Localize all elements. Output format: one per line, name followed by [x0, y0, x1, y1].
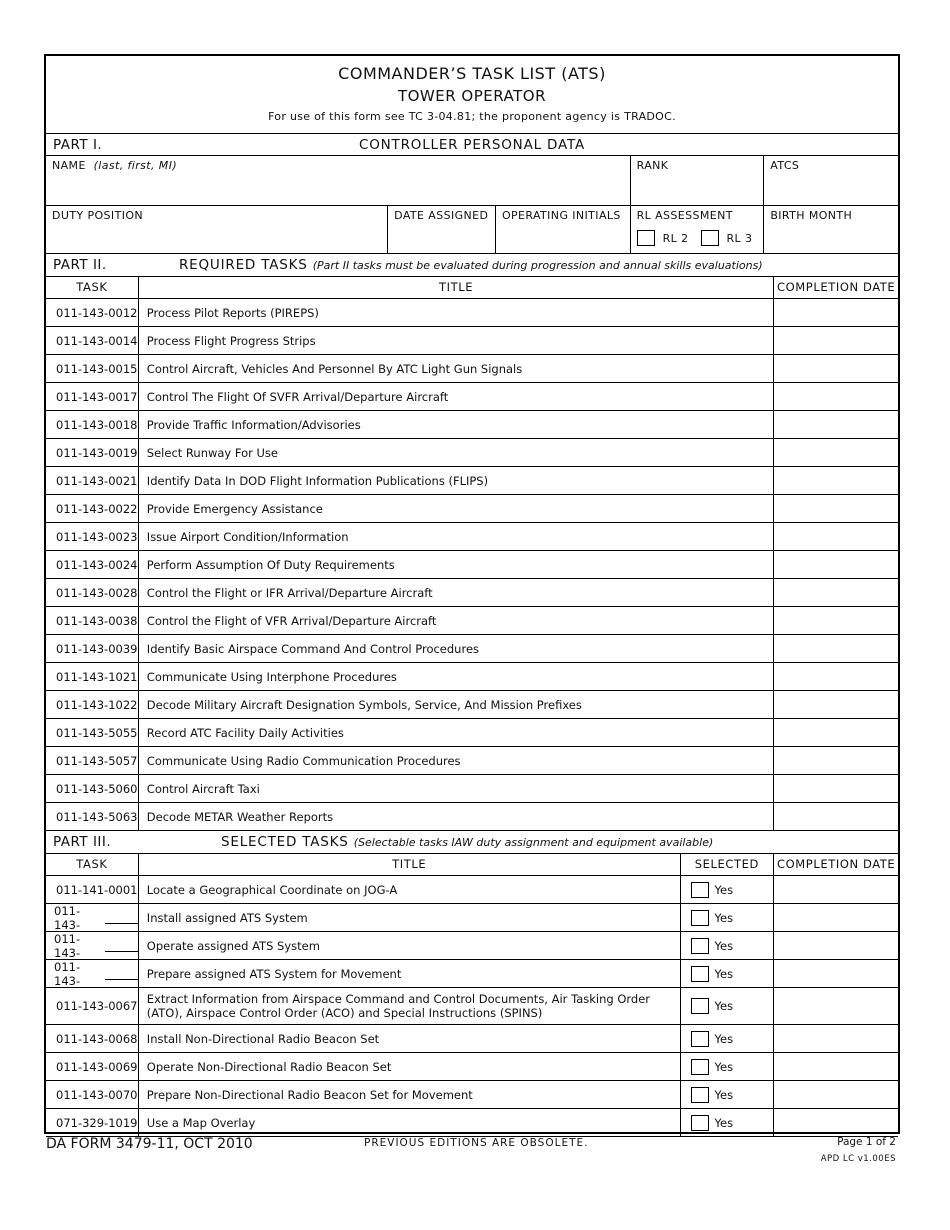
table-row	[46, 1081, 898, 1109]
yes-label: Yes	[714, 1031, 734, 1046]
operating-initials-field[interactable]	[496, 206, 631, 253]
part3-col-date: COMPLETION DATE	[777, 857, 896, 871]
selected-checkbox[interactable]	[691, 882, 709, 898]
table-row	[46, 1109, 898, 1137]
yes-label: Yes	[714, 1087, 734, 1102]
part3-title: SELECTED TASKS	[221, 834, 349, 850]
selected-checkbox[interactable]	[691, 998, 709, 1014]
table-row	[46, 467, 898, 495]
task-number-cell	[46, 960, 139, 987]
completion-date-field[interactable]	[774, 960, 898, 987]
task-number-cell	[46, 876, 139, 903]
task-number: 011-143-0067	[56, 999, 138, 1013]
completion-date-field[interactable]	[774, 1025, 898, 1052]
version-label: APD LC v1.00ES	[820, 1154, 896, 1164]
operating-initials-label: OPERATING INITIALS	[501, 209, 621, 222]
task-title: Process Pilot Reports (PIREPS)	[139, 299, 775, 326]
yes-label: Yes	[714, 910, 734, 925]
task-number: 011-141-0001	[56, 882, 138, 897]
selected-checkbox[interactable]	[691, 1059, 709, 1075]
task-number: 011-143-0028	[46, 579, 139, 606]
task-title: Prepare Non-Directional Radio Beacon Set for Movement	[139, 1081, 681, 1108]
completion-date-field[interactable]	[774, 904, 898, 931]
part3-title-wrap	[221, 834, 713, 850]
part3-note: (Selectable tasks IAW duty assignment and equipment available)	[353, 836, 714, 849]
completion-date-field[interactable]	[774, 355, 898, 382]
rl-assessment-label: RL ASSESSMENT	[636, 209, 733, 222]
completion-date-field[interactable]	[774, 299, 898, 326]
part2-task-list	[46, 299, 898, 831]
completion-date-field[interactable]	[774, 719, 898, 746]
task-number-blank-field[interactable]	[105, 967, 138, 980]
completion-date-field[interactable]	[774, 876, 898, 903]
part1-label: PART I.	[53, 137, 103, 153]
completion-date-field[interactable]	[774, 1081, 898, 1108]
completion-date-field[interactable]	[774, 439, 898, 466]
task-title: Select Runway For Use	[139, 439, 775, 466]
task-number: 011-143-0070	[56, 1087, 138, 1102]
selected-cell	[681, 932, 775, 959]
yes-label: Yes	[714, 938, 734, 953]
task-title: Install assigned ATS System	[139, 904, 681, 931]
selected-checkbox[interactable]	[691, 1031, 709, 1047]
completion-date-field[interactable]	[774, 495, 898, 522]
part2-column-headers	[46, 277, 898, 299]
task-number: 011-143-5063	[46, 803, 139, 830]
table-row	[46, 411, 898, 439]
completion-date-field[interactable]	[774, 327, 898, 354]
selected-checkbox[interactable]	[691, 910, 709, 926]
table-row	[46, 775, 898, 803]
task-title: Install Non-Directional Radio Beacon Set	[139, 1025, 681, 1052]
completion-date-field[interactable]	[774, 383, 898, 410]
task-number: 011-143-	[54, 959, 81, 988]
task-title: Decode METAR Weather Reports	[139, 803, 775, 830]
task-title: Record ATC Facility Daily Activities	[139, 719, 775, 746]
table-row	[46, 663, 898, 691]
task-number: 011-143-0018	[46, 411, 139, 438]
table-row	[46, 932, 898, 960]
part3-column-headers	[46, 854, 898, 876]
task-number-cell	[46, 988, 139, 1024]
table-row	[46, 803, 898, 831]
form-note: For use of this form see TC 3-04.81; the proponent agency is TRADOC.	[268, 110, 676, 123]
part1-title: CONTROLLER PERSONAL DATA	[358, 137, 586, 153]
selected-cell	[681, 876, 775, 903]
task-number: 011-143-0021	[46, 467, 139, 494]
form-title: COMMANDER’S TASK LIST (ATS)	[338, 64, 606, 83]
task-number-cell	[46, 1081, 139, 1108]
task-number-cell	[46, 1053, 139, 1080]
task-title: Provide Emergency Assistance	[139, 495, 775, 522]
task-title: Operate Non-Directional Radio Beacon Set	[139, 1053, 681, 1080]
completion-date-field[interactable]	[774, 775, 898, 802]
completion-date-field[interactable]	[774, 1109, 898, 1136]
task-number: 011-143-1021	[46, 663, 139, 690]
task-number-cell	[46, 904, 139, 931]
task-number: 011-143-0038	[46, 607, 139, 634]
task-title: Provide Traffic Information/Advisories	[139, 411, 775, 438]
rl-assessment-field	[631, 206, 765, 253]
completion-date-field[interactable]	[774, 988, 898, 1024]
selected-checkbox[interactable]	[691, 1087, 709, 1103]
task-number: 011-143-1022	[46, 691, 139, 718]
table-row	[46, 747, 898, 775]
task-number: 011-143-0012	[46, 299, 139, 326]
personal-data-row-2	[46, 206, 898, 254]
rank-field[interactable]	[631, 156, 765, 205]
form-id: DA FORM 3479-11, OCT 2010	[46, 1136, 253, 1152]
duty-position-field[interactable]	[46, 206, 388, 253]
rl2-checkbox[interactable]	[637, 230, 655, 246]
selected-checkbox[interactable]	[691, 966, 709, 982]
table-row	[46, 495, 898, 523]
selected-checkbox[interactable]	[691, 1115, 709, 1131]
completion-date-field[interactable]	[774, 691, 898, 718]
task-number: 011-143-5057	[46, 747, 139, 774]
task-number-cell	[46, 932, 139, 959]
part2-col-date: COMPLETION DATE	[777, 280, 896, 294]
part3-header	[46, 831, 898, 854]
completion-date-field[interactable]	[774, 579, 898, 606]
birth-month-label: BIRTH MONTH	[770, 209, 853, 222]
form-container	[44, 54, 900, 1134]
form-subtitle: TOWER OPERATOR	[397, 87, 547, 105]
task-title: Communicate Using Radio Communication Procedures	[139, 747, 775, 774]
table-row	[46, 299, 898, 327]
task-title: Control the Flight of VFR Arrival/Departure Aircraft	[139, 607, 775, 634]
task-number-blank-field[interactable]	[105, 911, 138, 924]
rank-label: RANK	[636, 159, 669, 172]
task-number: 011-143-0022	[46, 495, 139, 522]
part1-header	[46, 134, 898, 156]
yes-label: Yes	[714, 1115, 734, 1130]
duty-position-label: DUTY POSITION	[52, 209, 144, 222]
completion-date-field[interactable]	[774, 607, 898, 634]
table-row	[46, 960, 898, 988]
table-row	[46, 327, 898, 355]
task-title: Control The Flight Of SVFR Arrival/Departure Aircraft	[139, 383, 775, 410]
task-number: 011-143-0023	[46, 523, 139, 550]
task-title: Identify Basic Airspace Command And Control Procedures	[139, 635, 775, 662]
task-number: 011-143-0068	[56, 1031, 138, 1046]
date-assigned-field[interactable]	[388, 206, 496, 253]
table-row	[46, 635, 898, 663]
task-number-cell	[46, 1025, 139, 1052]
yes-label: Yes	[714, 966, 734, 981]
table-row	[46, 719, 898, 747]
table-row	[46, 523, 898, 551]
selected-cell	[681, 1025, 775, 1052]
yes-label: Yes	[714, 999, 734, 1013]
task-number: 011-143-	[54, 903, 81, 932]
selected-cell	[681, 960, 775, 987]
task-title: Use a Map Overlay	[139, 1109, 681, 1136]
task-title: Communicate Using Interphone Procedures	[139, 663, 775, 690]
task-title: Process Flight Progress Strips	[139, 327, 775, 354]
task-number: 011-143-	[54, 931, 81, 960]
task-title: Extract Information from Airspace Command and Control Documents, Air Tasking Order (ATO), Airspace Control Order (ACO) and Special Instructions (SPINS)	[139, 988, 681, 1024]
name-label: NAME	[52, 159, 86, 172]
part2-col-title: TITLE	[139, 277, 775, 298]
rl2-label: RL 2	[662, 231, 689, 245]
task-number: 011-143-0014	[46, 327, 139, 354]
task-title: Control Aircraft, Vehicles And Personnel By ATC Light Gun Signals	[139, 355, 775, 382]
completion-date-field[interactable]	[774, 803, 898, 830]
completion-date-field[interactable]	[774, 551, 898, 578]
table-row	[46, 551, 898, 579]
table-row	[46, 579, 898, 607]
task-number-blank-field[interactable]	[105, 939, 138, 952]
date-assigned-label: DATE ASSIGNED	[394, 209, 489, 222]
task-number: 071-329-1019	[56, 1115, 138, 1130]
table-row	[46, 355, 898, 383]
yes-label: Yes	[714, 1059, 734, 1074]
obsolete-notice: PREVIOUS EDITIONS ARE OBSOLETE.	[364, 1137, 589, 1149]
selected-cell	[681, 1081, 775, 1108]
part3-task-list	[46, 876, 898, 1137]
part3-col-selected: SELECTED	[681, 854, 775, 875]
completion-date-field[interactable]	[774, 663, 898, 690]
table-row	[46, 988, 898, 1025]
completion-date-field[interactable]	[774, 523, 898, 550]
personal-data-row-1	[46, 156, 898, 206]
table-row	[46, 876, 898, 904]
task-number: 011-143-0017	[46, 383, 139, 410]
birth-month-field[interactable]	[764, 206, 898, 253]
table-row	[46, 383, 898, 411]
completion-date-field[interactable]	[774, 1053, 898, 1080]
form-header	[46, 56, 898, 134]
completion-date-field[interactable]	[774, 467, 898, 494]
selected-checkbox[interactable]	[691, 938, 709, 954]
table-row	[46, 1053, 898, 1081]
part2-label: PART II.	[53, 257, 107, 273]
task-number: 011-143-0024	[46, 551, 139, 578]
task-title: Operate assigned ATS System	[139, 932, 681, 959]
task-title: Prepare assigned ATS System for Movement	[139, 960, 681, 987]
completion-date-field[interactable]	[774, 635, 898, 662]
task-title: Decode Military Aircraft Designation Symbols, Service, And Mission Prefixes	[139, 691, 775, 718]
table-row	[46, 904, 898, 932]
task-title: Control Aircraft Taxi	[139, 775, 775, 802]
selected-cell	[681, 1053, 775, 1080]
selected-cell	[681, 904, 775, 931]
task-title: Locate a Geographical Coordinate on JOG-A	[139, 876, 681, 903]
completion-date-field[interactable]	[774, 747, 898, 774]
task-number: 011-143-0069	[56, 1059, 138, 1074]
atcs-label: ATCS	[770, 159, 800, 172]
name-hint: (last, first, MI)	[93, 159, 178, 172]
atcs-field[interactable]	[764, 156, 898, 205]
page-number: Page 1 of 2	[837, 1136, 896, 1148]
part3-col-task: TASK	[46, 854, 139, 875]
part2-header	[46, 254, 898, 277]
task-title: Identify Data In DOD Flight Information Publications (FLIPS)	[139, 467, 775, 494]
task-number: 011-143-0019	[46, 439, 139, 466]
part2-note: (Part II tasks must be evaluated during progression and annual skills evaluations)	[312, 259, 763, 272]
part3-label: PART III.	[53, 834, 112, 850]
task-title: Control the Flight or IFR Arrival/Departure Aircraft	[139, 579, 775, 606]
yes-label: Yes	[714, 882, 734, 897]
table-row	[46, 691, 898, 719]
task-number: 011-143-0015	[46, 355, 139, 382]
part2-title-wrap	[179, 257, 763, 273]
table-row	[46, 607, 898, 635]
task-number: 011-143-5060	[46, 775, 139, 802]
selected-cell	[681, 1109, 775, 1136]
task-title: Issue Airport Condition/Information	[139, 523, 775, 550]
rl3-checkbox[interactable]	[701, 230, 719, 246]
name-field[interactable]	[46, 156, 631, 205]
task-number-cell	[46, 1109, 139, 1136]
completion-date-field[interactable]	[774, 932, 898, 959]
part3-col-title: TITLE	[139, 854, 681, 875]
selected-cell	[681, 988, 775, 1024]
rl3-label: RL 3	[726, 231, 753, 245]
task-number: 011-143-5055	[46, 719, 139, 746]
table-row	[46, 1025, 898, 1053]
task-number: 011-143-0039	[46, 635, 139, 662]
part2-title: REQUIRED TASKS	[179, 257, 308, 273]
completion-date-field[interactable]	[774, 411, 898, 438]
task-title: Perform Assumption Of Duty Requirements	[139, 551, 775, 578]
table-row	[46, 439, 898, 467]
part2-col-task: TASK	[46, 277, 139, 298]
